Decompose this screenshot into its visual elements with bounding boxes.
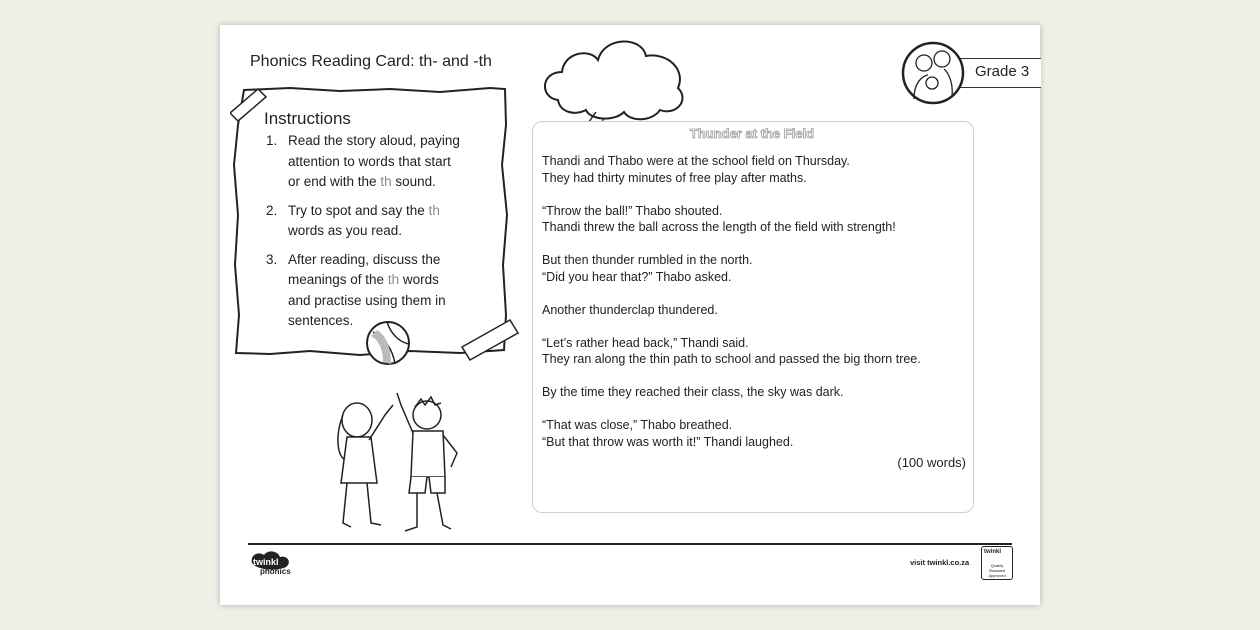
badge-title: twinkl	[984, 549, 1002, 555]
visit-link[interactable]: visit twinkl.co.za	[910, 558, 970, 567]
instruction-number: 1.	[266, 133, 278, 148]
instruction-line: attention to words that start	[288, 153, 451, 169]
grade-label: Grade 3	[975, 63, 1030, 80]
story-line: They had thirty minutes of free play after maths.	[542, 170, 807, 185]
story-line: Thandi and Thabo were at the school field on Thursday.	[542, 154, 850, 168]
story-paragraph	[542, 335, 962, 368]
instructions-list	[264, 131, 494, 340]
instruction-item	[264, 131, 494, 193]
story-paragraph	[542, 153, 962, 186]
beach-ball-icon	[365, 320, 411, 366]
instruction-number: 2.	[266, 202, 278, 218]
instruction-item	[264, 201, 494, 242]
instruction-line: meanings of the th words	[288, 272, 439, 287]
instruction-number: 3.	[266, 251, 278, 267]
story-line: They ran along the thin path to school and passed the big thorn tree.	[542, 352, 921, 366]
story-line: “Throw the ball!” Thabo shouted.	[542, 203, 723, 218]
story-paragraph	[542, 302, 962, 319]
story-line: “Did you hear that?” Thabo asked.	[542, 269, 732, 284]
page-title: Phonics Reading Card: th- and -th	[250, 53, 492, 70]
instruction-line: sentences.	[288, 313, 354, 328]
story-line: “But that throw was worth it!” Thandi laughed.	[542, 434, 794, 449]
footer-divider	[248, 543, 1012, 545]
story-title: Thunder at the Field	[689, 126, 815, 141]
badge-caption: Quality Standard Approved	[988, 563, 1006, 578]
story-line: But then thunder rumbled in the north.	[542, 253, 753, 267]
instruction-line: Read the story aloud, paying	[288, 133, 460, 148]
instruction-line: words as you read.	[288, 223, 403, 238]
story-paragraph	[542, 384, 962, 401]
instruction-line: Try to spot and say the th	[288, 202, 440, 218]
story-line: “Let’s rather head back,” Thandi said.	[542, 335, 749, 350]
family-avatar-icon	[900, 35, 966, 105]
story-line: Another thunderclap thundered.	[542, 302, 718, 317]
logo-text-phonics: phonics	[260, 567, 291, 576]
logo-text-twinkl: twinkl	[253, 557, 279, 567]
instruction-line: After reading, discuss the	[288, 251, 441, 267]
story-text	[542, 153, 962, 467]
story-line: Thandi threw the ball across the length of the field with strength!	[542, 220, 896, 234]
instructions-heading: Instructions	[264, 109, 351, 128]
story-line: By the time they reached their class, the sky was dark.	[542, 385, 844, 399]
children-illustration	[325, 365, 485, 535]
story-paragraph	[542, 252, 962, 285]
worksheet-page	[220, 25, 1040, 605]
instruction-line: and practise using them in	[288, 292, 446, 308]
story-paragraph	[542, 203, 962, 236]
story-line: “That was close,” Thabo breathed.	[542, 418, 733, 432]
word-count: (100 words)	[897, 455, 966, 470]
story-paragraph	[542, 417, 962, 450]
instruction-line: or end with the th sound.	[288, 174, 436, 189]
